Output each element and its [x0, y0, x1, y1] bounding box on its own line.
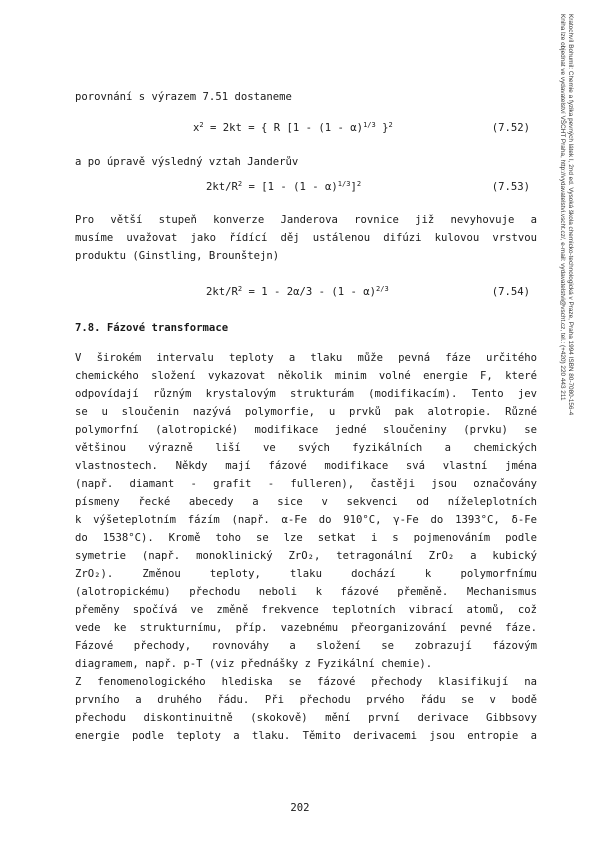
paragraph-2-line: přeměny spočívá ve změně frekvence teplotních vibrací atomů, což: [75, 604, 537, 616]
paragraph-2-line: odpovídají různým krystalovým strukturám (modifikacím). Tento jev: [75, 388, 537, 400]
equation-7-52: $x^2 = 2kt$ = { R [1 - (1 - α)$^{1/3}$ }$^2$: [193, 121, 393, 134]
paragraph-1-line: Pro větší stupeň konverze Janderova rovnice již nevyhovuje a: [75, 214, 537, 226]
page-number: 202: [290, 802, 310, 814]
paragraph-2-line: vede ke strukturnímu, příp. vazebnému přeorganizování pevné fáze.: [75, 622, 537, 634]
section-heading: 7.8. Fázové transformace: [75, 322, 229, 334]
paragraph-2-line: polymorfní (alotropické) modifikace jedné sloučeniny (prvku) se: [75, 424, 537, 436]
equation-7-54: $2kt/R^2 = 1 - 2\alpha/3 - (1 - \alpha)^{2/3}$: [206, 285, 389, 298]
paragraph-2-line: (alotropickému) přechodu neboli k fázové přeměně. Mechanismus: [75, 586, 537, 598]
paragraph-2-line: většinou výrazně liší ve svých fyzikálních a chemických: [75, 442, 537, 454]
paragraph-2-line: V širokém intervalu teploty a tlaku může pevná fáze určitého: [75, 352, 537, 364]
paragraph-2-line: (např. diamant - grafit - fulleren), častěji jsou označovány: [75, 478, 537, 490]
side-note-line-1: Kratochvíl Bohumil: Chemie a fyzika pevných látek I, 2nd ed. Vysoká škola chemicko-technologická v Praze, Praha 1994 ISBN 80-7080-156-4: [567, 14, 574, 416]
paragraph-3-line: přechodu diskontinuitně (skokově) mění první derivace Gibbsovy: [75, 712, 537, 724]
paragraph-2-line: písmeny řecké abecedy a sice v sekvenci od níželeplotních: [75, 496, 537, 508]
paragraph-2-line: do 1538°C). Kromě toho se lze setkat i s pojmenováním podle: [75, 532, 537, 544]
after-equation-line: a po úpravě výsledný vztah Janderův: [75, 156, 299, 168]
paragraph-3-line: Z fenomenologického hlediska se fázové přechody klasifikují na: [75, 676, 537, 688]
side-note: [558, 14, 574, 415]
paragraph-3-line: prvního a druhého řádu. Při přechodu prvého řádu se v bodě: [75, 694, 537, 706]
side-note-line-2: Kniha lze objednat ve vydavatelství VŠCHT Praha, http://vydavatelstvi.vscht.cz/, e-mail: vydavatelstvi@vscht.cz, tel.: (+420) 220 443 211: [559, 14, 566, 401]
equation-number-7-53: (7.53): [491, 181, 530, 193]
paragraph-1-line: produktu (Ginstling, Brounštejn): [75, 250, 280, 262]
paragraph-2-line: ZrO₂). Změnou teploty, tlaku dochází k polymorfnímu: [75, 568, 537, 580]
paragraph-2-line: diagramem, např. p-T (viz přednášky z Fyzikální chemie).: [75, 658, 433, 670]
paragraph-1-line: musíme uvažovat jako řídící děj ustálenou difúzi kulovou vrstvou: [75, 232, 537, 244]
paragraph-2-line: Fázové přechody, rovnováhy a složení se zobrazují fázovým: [75, 640, 537, 652]
paragraph-2-line: vlastnostech. Někdy mají fázové modifikace svá vlastní jména: [75, 460, 537, 472]
equation-7-53: $2kt/R^2 = [1 - (1 - \alpha)^{1/3}]^2$: [206, 180, 362, 193]
paragraph-2-line: symetrie (např. monoklinický ZrO₂, tetragonální ZrO₂ a kubický: [75, 550, 537, 562]
equation-number-7-52: (7.52): [491, 122, 530, 134]
paragraph-3-line: energie podle teploty a tlaku. Těmito derivacemi jsou entropie a: [75, 730, 537, 742]
equation-number-7-54: (7.54): [491, 286, 530, 298]
paragraph-2-line: k výšeteplotním fázím (např. α-Fe do 910°C, γ-Fe do 1393°C, δ-Fe: [75, 514, 537, 526]
paragraph-2-line: se u sloučenin nazývá polymorfie, u prvků pak alotropie. Různé: [75, 406, 537, 418]
intro-line: porovnání s výrazem 7.51 dostaneme: [75, 91, 292, 103]
paragraph-2-line: chemického složení vykazovat několik minim volné energie F, které: [75, 370, 537, 382]
